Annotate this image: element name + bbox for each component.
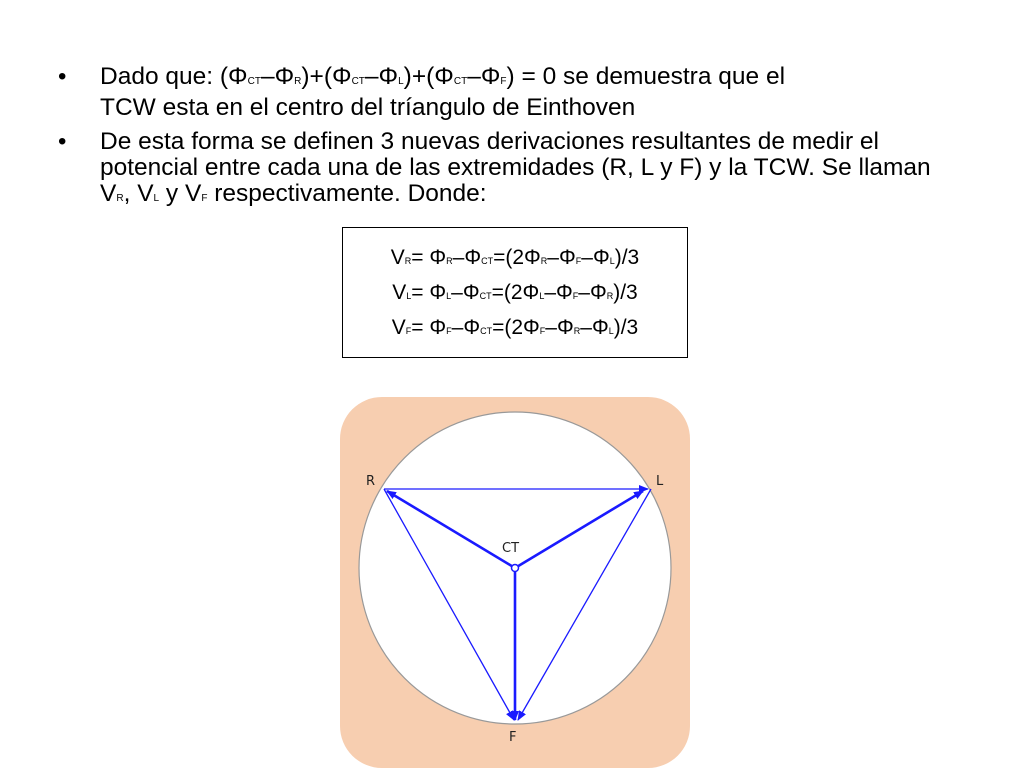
einthoven-triangle-diagram bbox=[338, 397, 692, 768]
bullet-item-derivaciones bbox=[58, 129, 938, 212]
label-f: F bbox=[509, 730, 517, 745]
bullet-text-line2: TCW esta en el centro del tríangulo de Einthoven bbox=[100, 94, 636, 121]
formula-vl: VL= ΦL–ΦCT=(2ΦL–ΦF–ΦR)/3 bbox=[392, 281, 638, 304]
bullet-text-line1: Dado que: (ΦCT–ΦR)+(ΦCT–ΦL)+(ΦCT–ΦF) = 0 se demuestra que el bbox=[100, 63, 786, 90]
bullet-item-einthoven bbox=[58, 64, 938, 121]
formula-vf: VF= ΦF–ΦCT=(2ΦF–ΦR–ΦL)/3 bbox=[391, 316, 639, 339]
bullet-marker: • bbox=[58, 63, 67, 90]
ct-center-point bbox=[512, 565, 519, 572]
bullet-text: De esta forma se definen 3 nuevas derivaciones resultantes de medir el potencial entre cada una de las extremidades (R, L y F) y la TCW. Se llaman VR, VL y VF respectivamente. Donde: bbox=[100, 128, 931, 207]
formula-box bbox=[342, 227, 688, 358]
label-l: L bbox=[656, 474, 664, 489]
label-ct: CT bbox=[502, 541, 520, 556]
bullet-marker: • bbox=[58, 128, 67, 155]
label-r: R bbox=[366, 474, 376, 489]
bullet-list bbox=[58, 64, 938, 220]
formula-vr: VR= ΦR–ΦCT=(2ΦR–ΦF–ΦL)/3 bbox=[390, 246, 640, 269]
